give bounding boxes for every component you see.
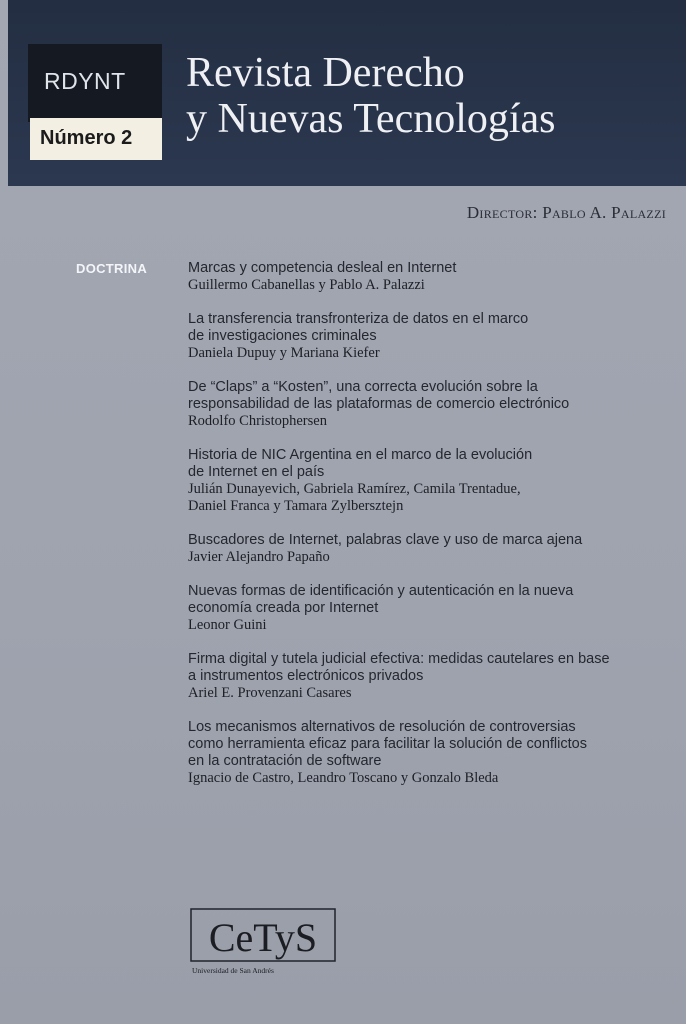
- toc-entry: [188, 447, 668, 515]
- article-title-line: Nuevas formas de identificación y autenticación en la nueva: [188, 583, 574, 599]
- article-authors-line: Daniela Dupuy y Mariana Kiefer: [188, 345, 380, 361]
- article-title-line: en la contratación de software: [188, 753, 382, 769]
- article-authors-line: Leonor Guini: [188, 617, 267, 633]
- article-title-line: Historia de NIC Argentina en el marco de la evolución: [188, 447, 533, 463]
- journal-code-badge: [28, 44, 162, 122]
- toc-entry: [188, 532, 668, 566]
- article-title-line: como herramienta eficaz para facilitar la solución de conflictos: [188, 736, 587, 752]
- article-authors-line: Rodolfo Christophersen: [188, 413, 327, 429]
- toc-entry: [188, 260, 668, 294]
- article-authors-line: Javier Alejandro Papaño: [188, 549, 330, 565]
- toc-entry: [188, 651, 668, 702]
- logo-wordmark: CeTyS: [208, 915, 318, 960]
- section-label-doctrina: DOCTRINA: [76, 261, 148, 276]
- article-title-line: De “Claps” a “Kosten”, una correcta evolución sobre la: [188, 379, 538, 395]
- article-title-line: Marcas y competencia desleal en Internet: [188, 260, 457, 276]
- issue-number-badge: [30, 118, 162, 160]
- article-authors-line: Daniel Franca y Tamara Zylbersztejn: [188, 498, 404, 514]
- article-title-line: Los mecanismos alternativos de resolución de controversias: [188, 719, 576, 735]
- journal-title-line-1: Revista Derecho: [186, 50, 465, 96]
- article-title-line: economía creada por Internet: [188, 600, 379, 616]
- article-title-line: La transferencia transfronteriza de datos en el marco: [188, 311, 529, 327]
- article-authors-line: Julián Dunayevich, Gabriela Ramírez, Camila Trentadue,: [188, 481, 521, 497]
- article-title-line: de investigaciones criminales: [188, 328, 377, 344]
- article-authors-line: Guillermo Cabanellas y Pablo A. Palazzi: [188, 277, 425, 293]
- article-authors-line: Ariel E. Provenzani Casares: [188, 685, 352, 701]
- article-title-line: a instrumentos electrónicos privados: [188, 668, 424, 684]
- cover-header-band: [8, 0, 686, 186]
- article-authors-line: Ignacio de Castro, Leandro Toscano y Gonzalo Bleda: [188, 770, 499, 786]
- logo-subtitle: Universidad de San Andrés: [192, 966, 274, 975]
- director-credit: Director: Pablo A. Palazzi: [466, 203, 666, 222]
- issue-number: Número 2: [40, 127, 133, 149]
- table-of-contents: [188, 260, 668, 804]
- journal-code: RDYNT: [44, 68, 126, 94]
- article-title-line: Buscadores de Internet, palabras clave y uso de marca ajena: [188, 532, 583, 548]
- article-title-line: responsabilidad de las plataformas de comercio electrónico: [188, 396, 570, 412]
- article-title-line: de Internet en el país: [188, 464, 325, 480]
- article-title-line: Firma digital y tutela judicial efectiva: medidas cautelares en base: [188, 651, 610, 667]
- toc-entry: [188, 719, 668, 787]
- journal-title-line-2: y Nuevas Tecnologías: [186, 96, 556, 142]
- journal-title: [186, 50, 556, 142]
- toc-entry: [188, 379, 668, 430]
- toc-entry: [188, 583, 668, 634]
- cetys-logo: [188, 905, 338, 977]
- toc-entry: [188, 311, 668, 362]
